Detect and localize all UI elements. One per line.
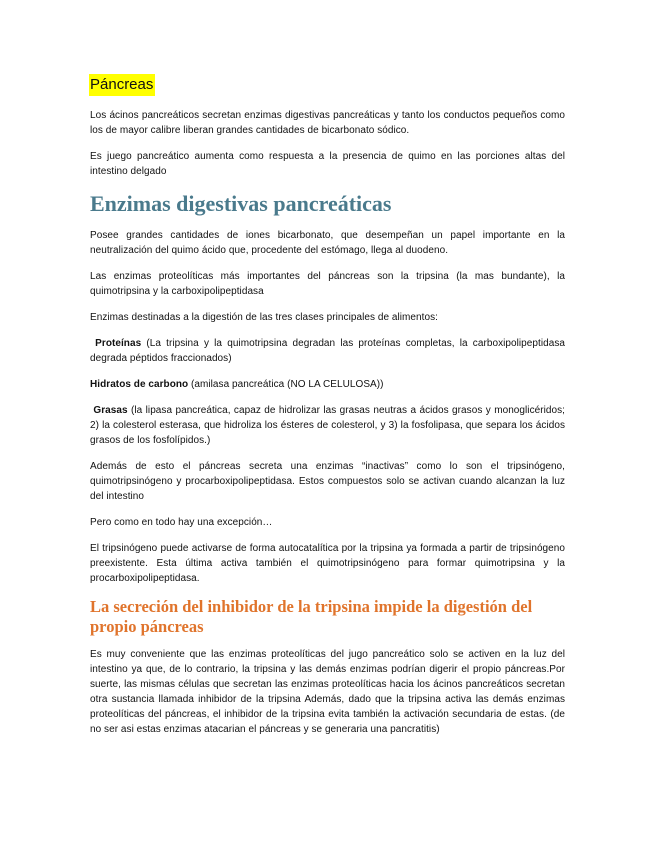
page-title: Páncreas: [89, 74, 155, 96]
paragraph-bicarbonato: Posee grandes cantidades de iones bicarbonato, que desempeñan un papel importante en la neutralización del quimo ácido que, procedente del estómago, llega al duodeno.: [90, 230, 565, 256]
paragraph-jugo: Es juego pancreático aumenta como respuesta a la presencia de quimo en las porciones altas del intestino delgado: [90, 151, 565, 177]
paragraph-hidratos: [90, 377, 565, 392]
document-page: [90, 74, 565, 748]
paragraph-acinos: Los ácinos pancreáticos secretan enzimas digestivas pancreáticas y tanto los conductos pequeños como los de mayor calibre liberan grandes cantidades de bicarbonato sódico.: [90, 110, 565, 136]
paragraph-inactivas: Además de esto el páncreas secreta una enzimas “inactivas” como lo son el tripsinógeno, quimotripsinógeno y procarboxipolipeptidasa. Estos compuestos solo se activan cuando alcanzan la luz del intestino: [90, 461, 565, 502]
hidratos-text: (amilasa pancreática (NO LA CELULOSA)): [188, 379, 384, 390]
paragraph-tripsinogeno: El tripsinógeno puede activarse de forma autocatalítica por la tripsina ya formada a partir de tripsinógeno preexistente. Esta última activa también el quimotripsinógeno para formar quimotripsina y la procarboxipolipeptidasa.: [90, 543, 565, 584]
paragraph-excepcion: Pero como en todo hay una excepción…: [90, 517, 273, 528]
heading-inhibidor-tripsina: La secreción del inhibidor de la tripsina impide la digestión del propio páncreas: [90, 597, 533, 636]
grasas-text: (la lipasa pancreática, capaz de hidrolizar las grasas neutras a ácidos grasos y monoglicéridos; 2) la colesterol esterasa, que hidroliza los ésteres de colesterol, y 3) la fosfolipasa, que separa los ácidos grasos de los fosfolípidos.): [90, 405, 565, 446]
paragraph-proteinas: [90, 336, 565, 366]
proteinas-label: Proteínas: [95, 338, 142, 349]
paragraph-grasas: [90, 403, 565, 448]
paragraph-clases-alimentos: Enzimas destinadas a la digestión de las tres clases principales de alimentos:: [90, 312, 438, 323]
heading-enzimas-digestivas: Enzimas digestivas pancreáticas: [90, 191, 392, 216]
grasas-label: Grasas: [93, 405, 128, 416]
proteinas-text: (La tripsina y la quimotripsina degradan las proteínas completas, la carboxipolipeptidasa degrada péptidos fraccionados): [90, 338, 565, 364]
hidratos-label: Hidratos de carbono: [90, 379, 189, 390]
paragraph-inhibidor: Es muy conveniente que las enzimas proteolíticas del jugo pancreático solo se activen en la luz del intestino ya que, de lo contrario, la tripsina y las demás enzimas podrían digerir el propio páncreas.Por suerte, las mismas células que secretan las enzimas proteolíticas hacia los ácinos pancreáticos secretan otra sustancia llamada inhibidor de la tripsina Además, dado que la tripsina activa las demás enzimas proteolíticas del páncreas, el inhibidor de la tripsina evita también la activación secundaria de estas. (de no ser asi estas enzimas atacarian el páncreas y se generaria una pancratitis): [90, 649, 565, 735]
paragraph-proteoliticas: Las enzimas proteolíticas más importantes del páncreas son la tripsina (la mas bundante), la quimotripsina y la carboxipolipeptidasa: [90, 271, 565, 297]
